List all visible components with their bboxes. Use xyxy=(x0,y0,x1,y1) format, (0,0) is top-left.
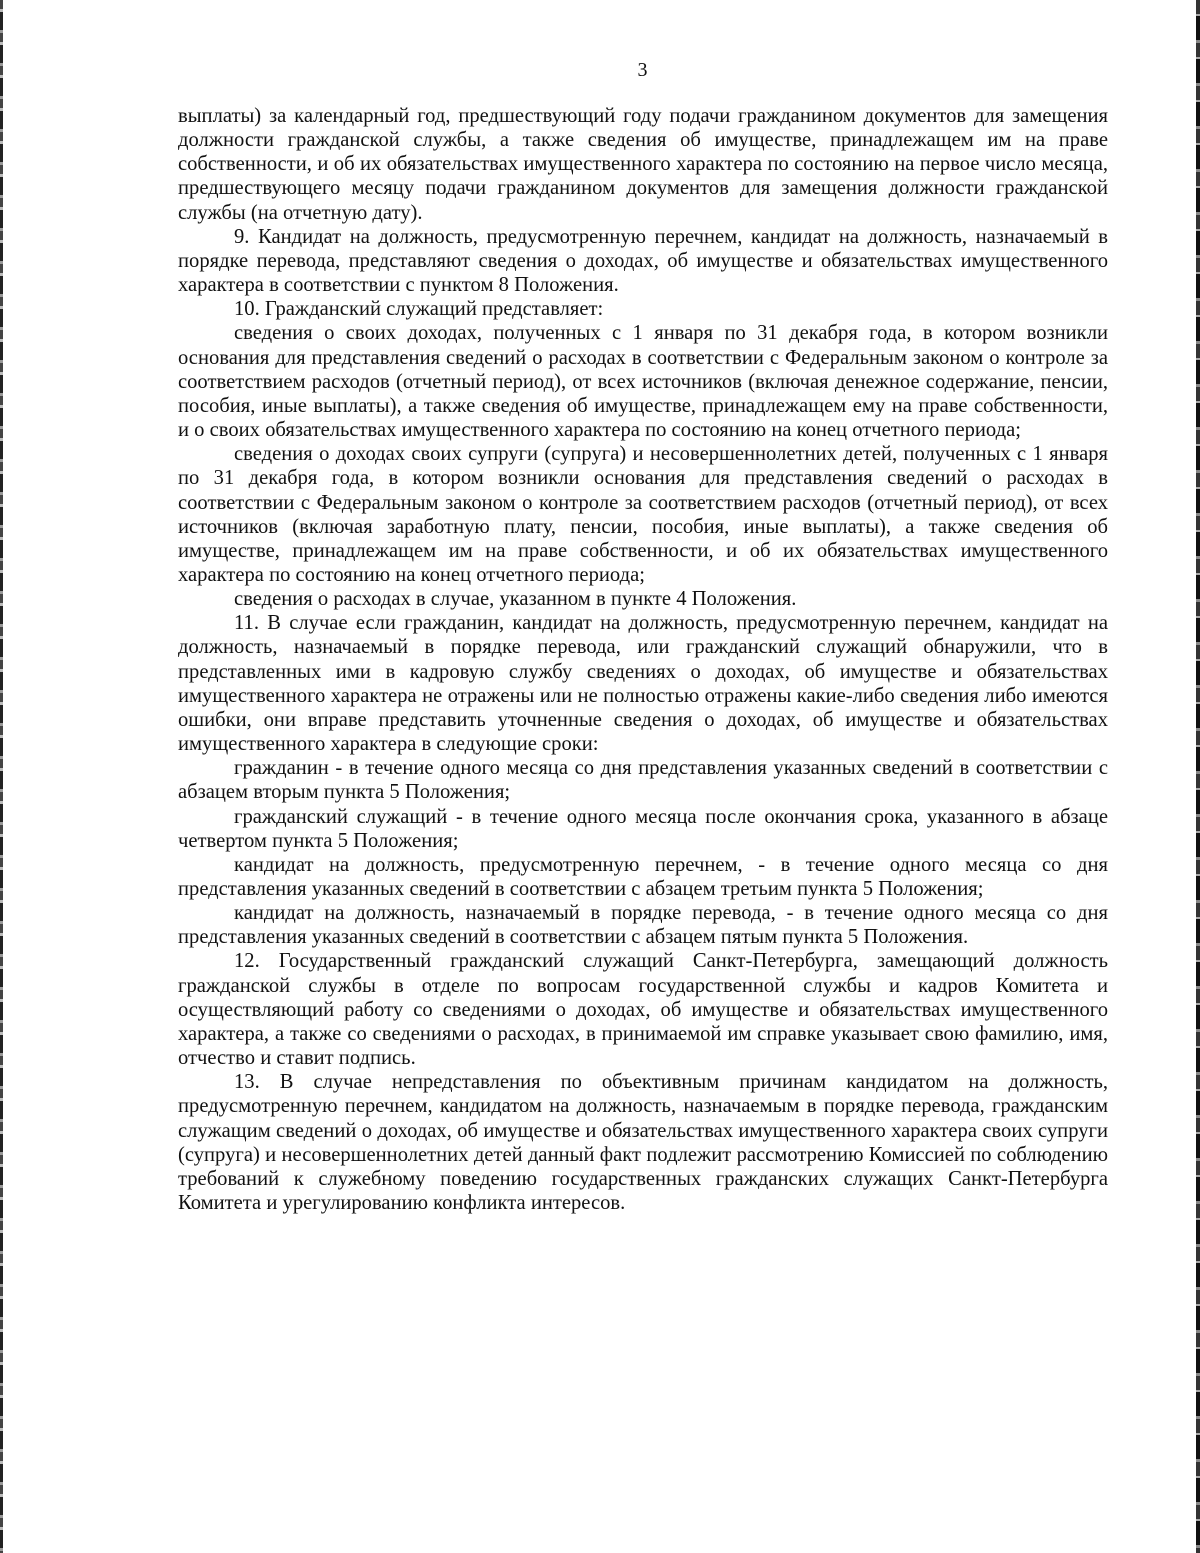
paragraph-10: 10. Гражданский служащий представляет: xyxy=(234,298,604,321)
paragraph-continuation: выплаты) за календарный год, предшествующий году подачи гражданином документов для замещения должности гражданской службы, а также сведения об имуществе, принадлежащем им на праве собственности, и об их обязательствах имущественного характера по состоянию на первое число месяца, предшествующего месяцу подачи гражданином документов для замещения должности гражданской службы (на отчетную дату). xyxy=(178,105,1108,224)
paragraph-12: 12. Государственный гражданский служащий Санкт-Петербурга, замещающий должность гражданской службы в отделе по вопросам государственной службы и кадров Комитета и осуществляющий работу со сведениями о доходах, об имуществе и обязательствах имущественного характера, а также со сведениями о расходах, в принимаемой им справке указывает свою фамилию, имя, отчество и ставит подпись. xyxy=(178,950,1108,1070)
paragraph-10-item-own-income: сведения о своих доходах, полученных с 1 января по 31 декабря года, в котором возникли основания для представления сведений о расходах в соответствии с Федеральным законом о контроле за соответствием расходов (отчетный период), от всех источников (включая денежное содержание, пенсии, пособия, иные выплаты), а также сведения об имуществе, принадлежащем ему на праве собственности, и о своих обязательствах имущественного характера по состоянию на конец отчетного периода; xyxy=(178,322,1108,442)
paragraph-13: 13. В случае непредставления по объективным причинам кандидатом на должность, предусмотренную перечнем, кандидатом на должность, назначаемым в порядке перевода, гражданским служащим сведений о доходах, об имуществе и обязательствах имущественного характера своих супруги (супруга) и несовершеннолетних детей данный факт подлежит рассмотрению Комиссией по соблюдению требований к служебному поведению государственных гражданских служащих Санкт-Петербурга Комитета и урегулированию конфликта интересов. xyxy=(178,1071,1108,1215)
paragraph-11-item-civil-servant: гражданский служащий - в течение одного месяца после окончания срока, указанного в абзаце четвертом пункта 5 Положения; xyxy=(178,805,1108,852)
paragraph-10-item-expenses: сведения о расходах в случае, указанном в пункте 4 Положения. xyxy=(234,588,797,611)
paragraph-9: 9. Кандидат на должность, предусмотренную перечнем, кандидат на должность, назначаемый в порядке перевода, представляют сведения о доходах, об имуществе и обязательствах имущественного характера в соответствии с пунктом 8 Положения. xyxy=(178,225,1108,297)
paragraph-11-item-citizen: гражданин - в течение одного месяца со дня представления указанных сведений в соответствии с абзацем вторым пункта 5 Положения; xyxy=(178,757,1108,804)
paragraph-10-item-family-income: сведения о доходах своих супруги (супруга) и несовершеннолетних детей, полученных с 1 января по 31 декабря года, в котором возникли основания для представления сведений о расходах в соответствии с Федеральным законом о контроле за соответствием расходов (отчетный период), от всех источников (включая заработную плату, пенсии, пособия, иные выплаты), а также сведения об имуществе, принадлежащем им на праве собственности, и об их обязательствах имущественного характера по состоянию на конец отчетного периода; xyxy=(178,443,1108,586)
paragraph-11: 11. В случае если гражданин, кандидат на должность, предусмотренную перечнем, кандидат на должность, назначаемый в порядке перевода, или гражданский служащий обнаружили, что в представленных ими в кадровую службу сведениях о доходах, об имуществе и обязательствах имущественного характера не отражены или не полностью отражены какие-либо сведения либо имеются ошибки, они вправе представить уточненные сведения о доходах, об имуществе и обязательствах имущественного характера в следующие сроки: xyxy=(178,612,1108,756)
paragraph-11-item-candidate-list: кандидат на должность, предусмотренную перечнем, - в течение одного месяца со дня представления указанных сведений в соответствии с абзацем третьим пункта 5 Положения; xyxy=(178,853,1108,900)
page-number: 3 xyxy=(637,59,648,81)
document-body xyxy=(178,104,1108,1215)
scan-edge-left xyxy=(0,0,3,1553)
scan-edge-right xyxy=(1196,0,1200,1553)
paragraph-11-item-candidate-transfer: кандидат на должность, назначаемый в порядке перевода, - в течение одного месяца со дня представления указанных сведений в соответствии с абзацем пятым пункта 5 Положения. xyxy=(178,902,1108,949)
